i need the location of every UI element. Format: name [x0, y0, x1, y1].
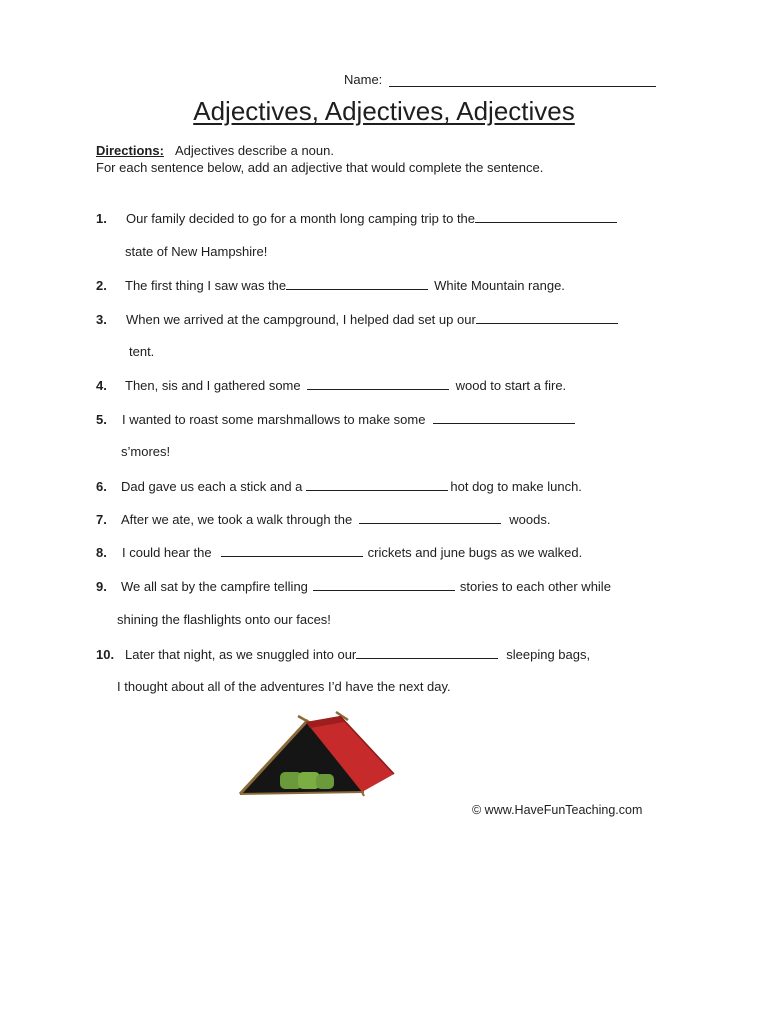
answer-blank[interactable]	[475, 210, 617, 223]
name-blank[interactable]	[389, 86, 656, 87]
list-item	[96, 311, 618, 329]
item-text-after: crickets and june bugs as we walked.	[367, 545, 583, 560]
list-item	[96, 478, 582, 496]
item-continuation: I thought about all of the adventures I’d have the next day.	[117, 679, 451, 694]
item-text: When we arrived at the campground, I helped dad set up our	[126, 312, 476, 327]
item-number: 3.	[96, 312, 107, 327]
name-label: Name:	[344, 72, 383, 87]
answer-blank[interactable]	[359, 511, 501, 524]
item-text-after: stories to each other while	[459, 579, 611, 594]
item-continuation: state of New Hampshire!	[125, 244, 268, 259]
list-item	[96, 578, 611, 596]
item-continuation: tent.	[129, 344, 155, 359]
item-continuation: s’mores!	[121, 444, 171, 459]
answer-blank[interactable]	[433, 411, 575, 424]
list-item	[96, 277, 565, 295]
item-number: 1.	[96, 211, 107, 226]
answer-blank[interactable]	[356, 646, 498, 659]
item-text: Then, sis and I gathered some	[125, 378, 301, 393]
directions-label: Directions:	[96, 143, 164, 158]
answer-blank[interactable]	[306, 478, 448, 491]
item-text-after: White Mountain range.	[434, 278, 565, 293]
item-text-after: hot dog to make lunch.	[450, 479, 582, 494]
answer-blank[interactable]	[221, 544, 363, 557]
item-text: The first thing I saw was the	[125, 278, 287, 293]
page-title: Adjectives, Adjectives, Adjectives	[193, 96, 575, 126]
item-text-after: wood to start a fire.	[455, 378, 567, 393]
item-text: I could hear the	[122, 545, 212, 560]
item-text: After we ate, we took a walk through the	[121, 512, 353, 527]
item-text: Dad gave us each a stick and a	[121, 479, 303, 494]
list-item	[96, 210, 617, 228]
list-item	[96, 544, 582, 562]
item-number: 8.	[96, 545, 107, 560]
directions-line-2: For each sentence below, add an adjective that would complete the sentence.	[96, 160, 544, 175]
list-item	[96, 411, 575, 429]
answer-blank[interactable]	[307, 377, 449, 390]
item-number: 6.	[96, 479, 107, 494]
item-number: 2.	[96, 278, 107, 293]
item-continuation: shining the flashlights onto our faces!	[117, 612, 331, 627]
tent-icon	[236, 710, 396, 798]
item-text: Later that night, as we snuggled into our	[125, 647, 357, 662]
item-number: 5.	[96, 412, 107, 427]
item-text-after: woods.	[509, 512, 551, 527]
directions-line-1: Adjectives describe a noun.	[175, 143, 334, 158]
item-number: 4.	[96, 378, 107, 393]
list-item	[96, 511, 550, 529]
answer-blank[interactable]	[476, 311, 618, 324]
copyright-footer: © www.HaveFunTeaching.com	[472, 803, 643, 817]
list-item	[96, 377, 566, 395]
item-number: 10.	[96, 647, 115, 662]
item-text: We all sat by the campfire telling	[121, 579, 308, 594]
item-text-after: sleeping bags,	[506, 647, 591, 662]
item-text: I wanted to roast some marshmallows to make some	[122, 412, 426, 427]
item-number: 9.	[96, 579, 107, 594]
list-item	[96, 646, 590, 664]
item-number: 7.	[96, 512, 107, 527]
item-text: Our family decided to go for a month long camping trip to the	[126, 211, 476, 226]
answer-blank[interactable]	[286, 277, 428, 290]
answer-blank[interactable]	[313, 578, 455, 591]
